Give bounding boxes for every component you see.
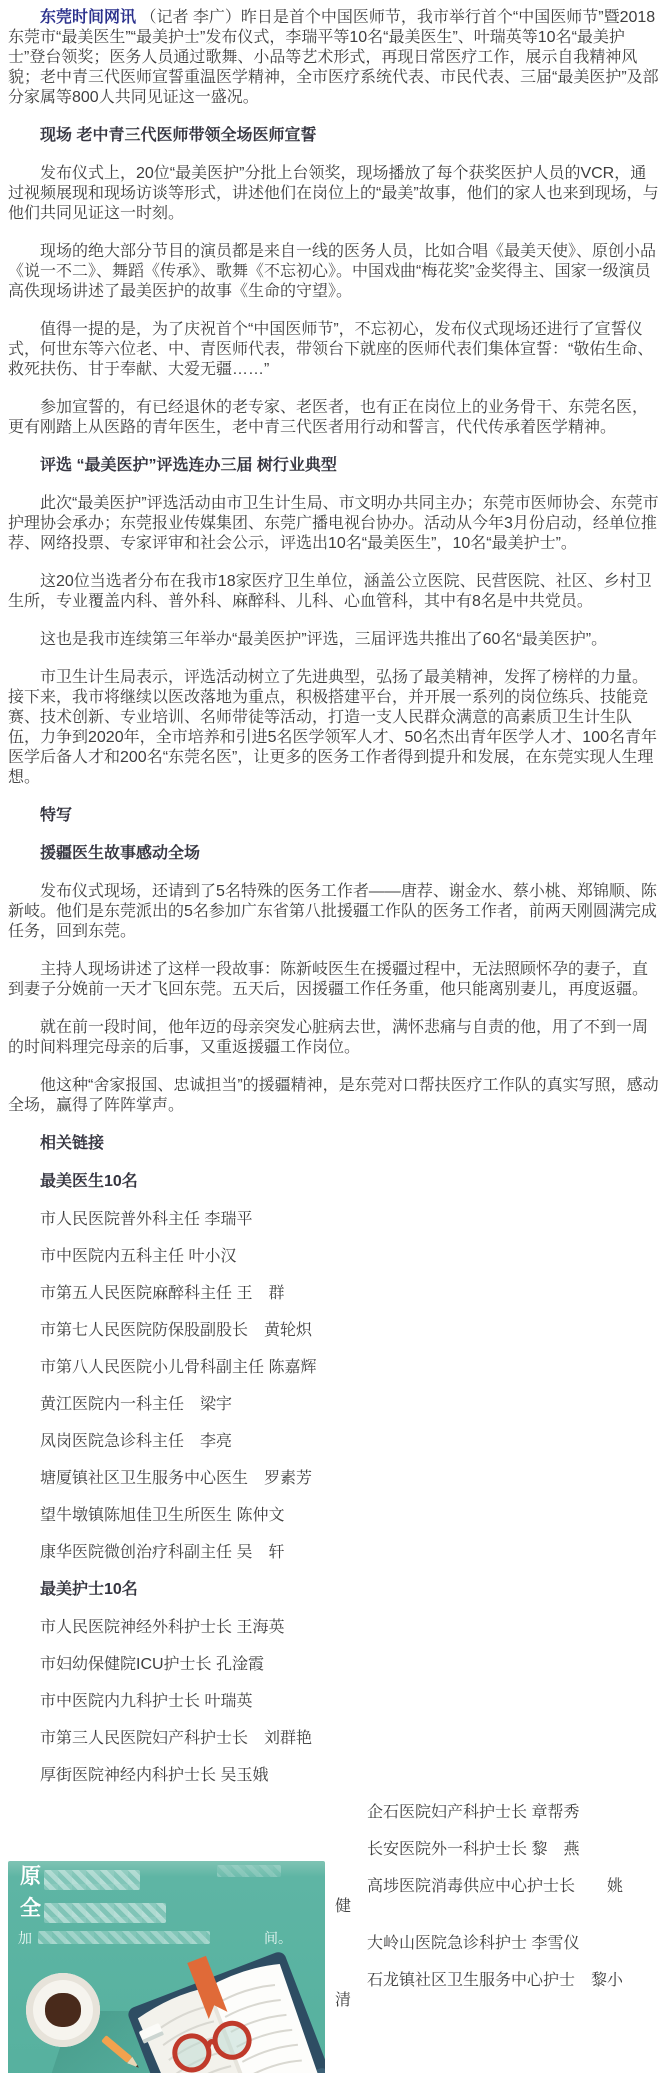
article-paragraph: 此次“最美医护”评选活动由市卫生计生局、市文明办共同主办；东莞市医师协会、东莞市护理协会承办；东莞报业传媒集团、东莞广播电视台协办。活动从今年3月份启动，经单位推荐、网络投票、专家评审和社会公示，评选出10名“最美医生”，10名“最美护士”。 (8, 495, 659, 552)
banner-char: 全 (20, 1897, 41, 1920)
blurred-text-block (44, 1870, 140, 1890)
list-item: 市中医院内九科护士长 叶瑞英 (40, 1693, 253, 1710)
list-item: 市第五人民医院麻醉科主任 王 群 (40, 1285, 285, 1302)
article-paragraph: 值得一提的是，为了庆祝首个“中国医师节”，不忘初心，发布仪式现场还进行了宣誓仪式，何世东等六位老、中、青医师代表，带领台下就座的医师代表们集体宣誓：“敬佑生命、救死扶伤、甘于奉献、大爱无疆……” (8, 321, 654, 378)
list-item: 大岭山医院急诊科护士 李雪仪 (367, 1935, 580, 1952)
list-item: 康华医院微创治疗科副主任 吴 轩 (40, 1544, 285, 1561)
article-paragraph: 参加宣誓的，有已经退休的老专家、老医者，也有正在岗位上的业务骨干、东莞名医，更有刚踏上从医路的青年医生，老中青三代医者用行动和誓言，代代传承着医学精神。 (8, 399, 649, 436)
article-paragraph: 就在前一段时间，他年迈的母亲突发心脏病去世，满怀悲痛与自责的他，用了不到一周的时间料理完母亲的后事，又重返援疆工作岗位。 (8, 1019, 649, 1056)
promo-banner (8, 1861, 335, 2073)
pencil-icon (101, 2035, 141, 2071)
list-item: 市第三人民医院妇产科护士长 刘群艳 (40, 1730, 313, 1747)
coffee-icon (45, 1993, 81, 2027)
article-paragraph: 市卫生计生局表示，评选活动树立了先进典型，弘扬了最美精神，发挥了榜样的力量。接下来，我市将继续以医改落地为重点，积极搭建平台，并开展一系列的岗位练兵、技能竞赛、技术创新、专业培训、名师带徒等活动，打造一支人民群众满意的高素质卫生计生队伍，力争到2020年，全市培养和引进5名医学领军人才、50名杰出青年医学人才、100名青年医学后备人才和200名“东莞名医”，让更多的医务工作者得到提升和发展，在东莞实现人生理想。 (8, 669, 657, 786)
section-heading-selection: 评选 “最美医护”评选连办三届 树行业典型 (40, 457, 337, 474)
banner-char: 原 (20, 1865, 41, 1888)
section-heading-feature: 特写 (40, 807, 73, 824)
list-item: 高埗医院消毒供应中心护士长 姚健 (335, 1878, 624, 1915)
list-item: 塘厦镇社区卫生服务中心医生 罗素芳 (40, 1470, 313, 1487)
article-paragraph: 这20位当选者分布在我市18家医疗卫生单位，涵盖公立医院、民营医院、社区、乡村卫生所，专业覆盖内科、普外科、麻醉科、儿科、心血管科，其中有8名是中共党员。 (8, 573, 652, 610)
article-paragraph: 现场的绝大部分节目的演员都是来自一线的医务人员，比如合唱《最美天使》、原创小品《说一不二》、舞蹈《传承》、歌舞《不忘初心》。中国戏曲“梅花奖”金奖得主、国家一级演员高佚现场讲述了最美医护的故事《生命的守望》。 (8, 243, 657, 300)
article-paragraph: 他这种“舍家报国、忠诚担当”的援疆精神，是东莞对口帮扶医疗工作队的真实写照，感动全场，赢得了阵阵掌声。 (8, 1077, 659, 1114)
lead-paragraph (8, 8, 659, 108)
list-item: 市妇幼保健院ICU护士长 孔淦霞 (40, 1656, 265, 1673)
list-item: 市第八人民医院小儿骨科副主任 陈嘉辉 (40, 1359, 317, 1376)
list-item: 市人民医院神经外科护士长 王海英 (40, 1619, 285, 1636)
list-heading-doctors: 最美医生10名 (40, 1173, 138, 1190)
promo-banner-image (8, 1861, 325, 2073)
section-heading-scene: 现场 老中青三代医师带领全场医师宣誓 (40, 127, 317, 144)
open-book-illustration (95, 1947, 325, 2073)
list-item: 市中医院内五科主任 叶小汉 (40, 1248, 237, 1265)
list-item: 望牛墩镇陈旭佳卫生所医生 陈仲文 (40, 1507, 285, 1524)
list-item: 企石医院妇产科护士长 章帮秀 (367, 1804, 580, 1821)
list-heading-nurses: 最美护士10名 (40, 1581, 138, 1598)
list-item: 石龙镇社区卫生服务中心护士 黎小清 (335, 1972, 624, 2009)
blurred-text-block (38, 1931, 210, 1944)
list-item: 市人民医院普外科主任 李瑞平 (40, 1211, 253, 1228)
source-tag: 东莞时间网讯 (40, 9, 137, 26)
list-item: 黄江医院内一科主任 梁宇 (40, 1396, 233, 1413)
blurred-text-block (44, 1903, 166, 1923)
section-heading-xinjiang: 援疆医生故事感动全场 (40, 845, 201, 862)
list-item: 长安医院外一科护士长 黎 燕 (367, 1841, 580, 1858)
article-paragraph: 这也是我市连续第三年举办“最美医护”评选，三届评选共推出了60名“最美医护”。 (40, 631, 608, 648)
article-paragraph: 主持人现场讲述了这样一段故事：陈新岐医生在援疆过程中，无法照顾怀孕的妻子，直到妻子分娩前一天才飞回东莞。五天后，因援疆工作任务重，他只能离别妻儿，再度返疆。 (8, 961, 649, 998)
blurred-text-block (217, 1865, 281, 1877)
bottom-section (8, 1803, 659, 2073)
banner-char: 加 (18, 1930, 32, 1946)
section-heading-links: 相关链接 (40, 1135, 105, 1152)
coffee-cup-icon (26, 1973, 100, 2047)
list-item: 市第七人民医院防保股副股长 黄轮炽 (40, 1322, 313, 1339)
banner-char: 间。 (264, 1930, 292, 1946)
lead-text: （记者 李广）昨日是首个中国医师节，我市举行首个“中国医师节”暨2018东莞市“最美医生”“最美护士”发布仪式，李瑞平等10名“最美医生”、叶瑞英等10名“最美护士”登台领奖；医务人员通过歌舞、小品等艺术形式，再现日常医疗工作，展示自我精神风貌；老中青三代医师宣誓重温医学精神，全市医疗系统代表、市民代表、三届“最美医护”及部分家属等800人共同见证这一盛况。 (8, 9, 659, 106)
article-paragraph: 发布仪式现场，还请到了5名特殊的医务工作者——唐荐、谢金水、蔡小桃、郑锦顺、陈新岐。他们是东莞派出的5名参加广东省第八批援疆工作队的医务工作者，前两天刚圆满完成任务，回到东莞。 (8, 883, 657, 940)
list-item: 厚街医院神经内科护士长 吴玉娥 (40, 1767, 269, 1784)
article-paragraph: 发布仪式上，20位“最美医护”分批上台领奖，现场播放了每个获奖医护人员的VCR，通过视频展现和现场访谈等形式，讲述他们在岗位上的“最美”故事，他们的家人也来到现场，与他们共同见证这一时刻。 (8, 165, 659, 222)
list-item: 凤岗医院急诊科主任 李亮 (40, 1433, 233, 1450)
